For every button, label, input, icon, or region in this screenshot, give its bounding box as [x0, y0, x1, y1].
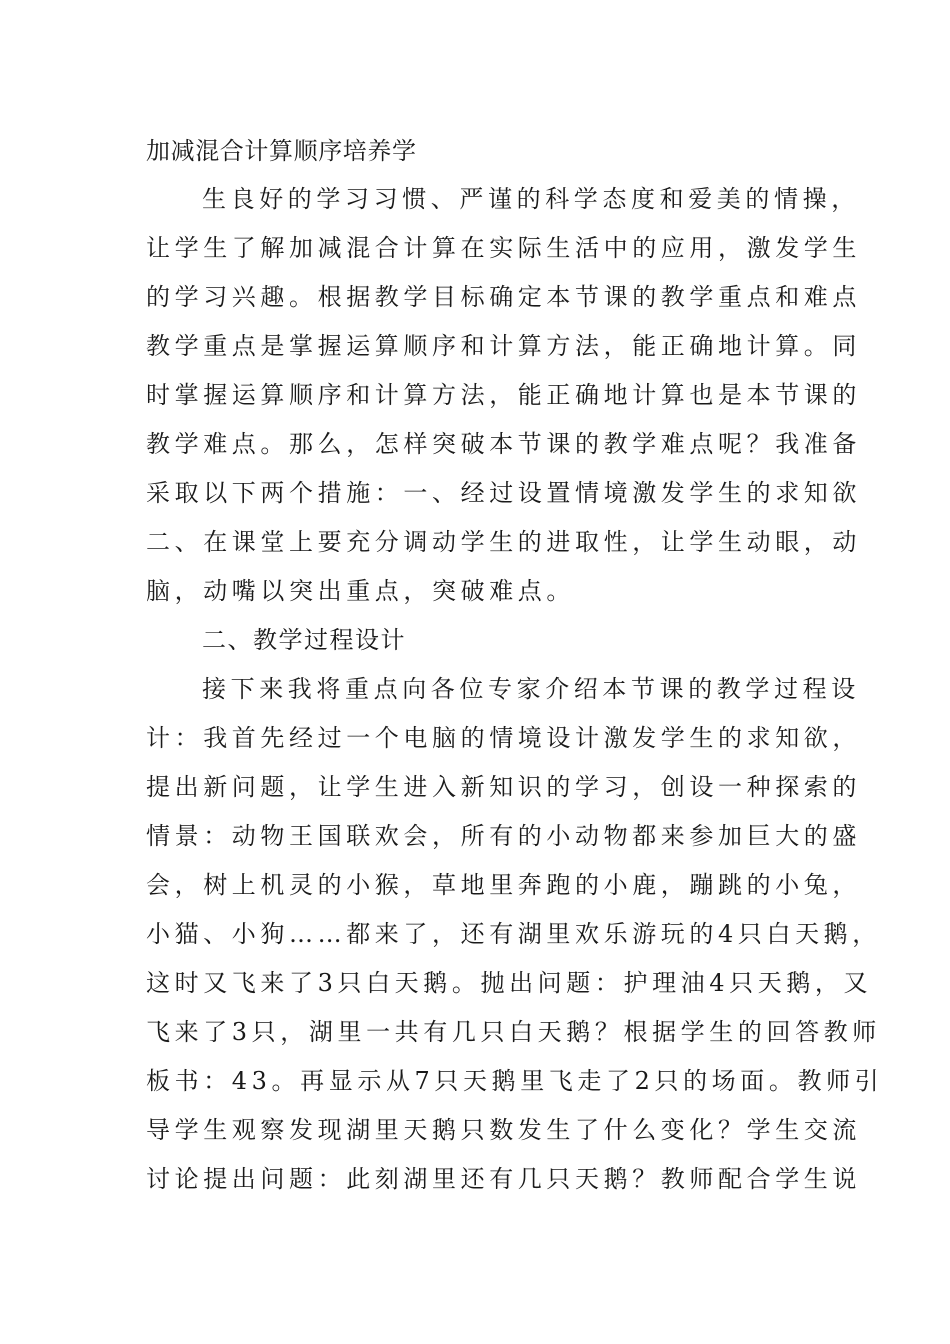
text-line: 脑，动嘴以突出重点，突破难点。: [146, 577, 575, 605]
text-line: 提出新问题，让学生进入新知识的学习，创设一种探索的: [146, 773, 861, 801]
text-line: 情景：动物王国联欢会，所有的小动物都来参加巨大的盛: [146, 822, 861, 850]
section-heading: 二、教学过程设计: [202, 626, 406, 654]
text-line: 时掌握运算顺序和计算方法，能正确地计算也是本节课的: [146, 381, 861, 409]
text-line: 飞来了3只，湖里一共有几只白天鹅？根据学生的回答教师: [146, 1018, 881, 1046]
text-line: 板书：43。再显示从7只天鹅里飞走了2只的场面。教师引: [146, 1067, 884, 1095]
text-line: 让学生了解加减混合计算在实际生活中的应用，激发学生: [146, 234, 861, 262]
text-line: 会，树上机灵的小猴，草地里奔跑的小鹿，蹦跳的小兔，: [146, 871, 861, 899]
text-line: 二、在课堂上要充分调动学生的进取性，让学生动眼，动: [146, 528, 861, 556]
text-line: 加减混合计算顺序培养学: [146, 137, 417, 165]
paragraph-start-line: 生良好的学习习惯、严谨的科学态度和爱美的情操，: [202, 185, 860, 213]
text-line: 教学重点是掌握运算顺序和计算方法，能正确地计算。同: [146, 332, 861, 360]
text-line: 计：我首先经过一个电脑的情境设计激发学生的求知欲，: [146, 724, 861, 752]
text-line: 的学习兴趣。根据教学目标确定本节课的教学重点和难点: [146, 283, 861, 311]
text-line: 讨论提出问题：此刻湖里还有几只天鹅？教师配合学生说: [146, 1165, 861, 1193]
text-line: 导学生观察发现湖里天鹅只数发生了什么变化？学生交流: [146, 1116, 861, 1144]
text-line: 采取以下两个措施：一、经过设置情境激发学生的求知欲: [146, 479, 861, 507]
text-line: 小猫、小狗……都来了，还有湖里欢乐游玩的4只白天鹅，: [146, 920, 881, 948]
document-body: [146, 128, 884, 1204]
text-line: 教学难点。那么，怎样突破本节课的教学难点呢？我准备: [146, 430, 861, 458]
paragraph-start-line: 接下来我将重点向各位专家介绍本节课的教学过程设: [202, 675, 860, 703]
text-line: 这时又飞来了3只白天鹅。抛出问题：护理油4只天鹅，又: [146, 969, 873, 997]
